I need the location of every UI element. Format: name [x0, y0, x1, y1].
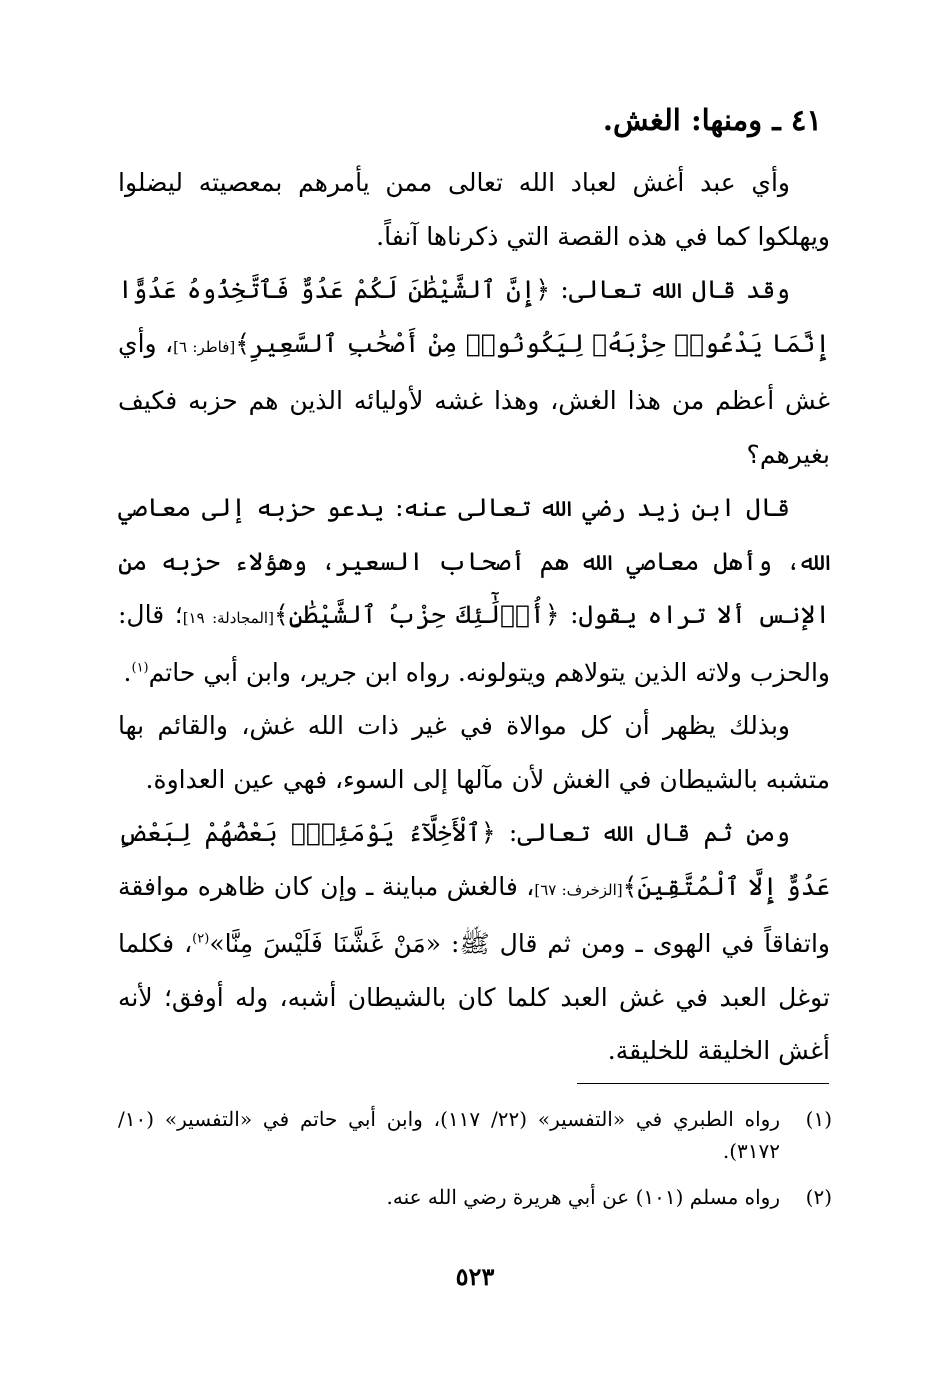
- footnote-text: رواه الطبري في «التفسير» (٢٢/ ١١٧)، وابن أبي حاتم في «التفسير» (١٠/ ٣١٧٢).: [118, 1107, 780, 1163]
- paragraph-3-text-1: قال ابن زيد رضي الله تعالى عنه: يدعو حزبه إلى معاصي الله، وأهل معاصي الله هم أصحاب السعير، وهؤلاء حزبه من الإنس ألا تراه يقول:: [118, 493, 830, 629]
- paragraph-1: وأي عبد أغش لعباد الله تعالى ممن يأمرهم بمعصيته ليضلوا ويهلكوا كما في هذه القصة التي ذكرناها آنفاً.: [118, 168, 830, 251]
- paragraph-5-text-2: ، فكلما توغل العبد في غش العبد كلما كان بالشيطان أشبه، وله أوفق؛ لأنه أغش الخليقة للخليقة.: [118, 929, 830, 1065]
- footnote-marker-2[interactable]: (٢): [192, 931, 210, 947]
- paragraph-2: [118, 263, 830, 481]
- quran-reference-mujadila: [المجادلة: ١٩]: [182, 609, 274, 627]
- page-number: ٥٢٣: [455, 1262, 495, 1291]
- footnote-divider: [577, 1083, 829, 1084]
- footnote-number: (٢): [805, 1185, 832, 1209]
- footnote-item: [118, 1181, 832, 1213]
- paragraph-5-text-1: ، فالغش مباينة ـ وإن كان ظاهره موافقة واتفاقاً في الهوى ـ ومن ثم قال ﷺ: «مَنْ غَشَّنَا فَلَيْسَ مِنَّا»: [118, 871, 830, 958]
- quran-reference-fatir: [فاطر: ٦]: [173, 337, 236, 356]
- section-heading: ٤١ ـ ومنها: الغش.: [602, 103, 822, 137]
- paragraph-4: وبذلك يظهر أن كل موالاة في غير ذات الله غش، والقائم بها متشبه بالشيطان في الغش لأن مآلها إلى السوء، فهي عين العداوة.: [118, 711, 830, 794]
- footnote-item: [118, 1103, 832, 1167]
- paragraph-2-rest: ، وأي غش أعظم من هذا الغش، وهذا غشه لأوليائه الذين هم حزبه فكيف بغيرهم؟: [118, 328, 830, 469]
- quran-verse-zukhruf: ﴿ٱلْأَخِلَّآءُ يَوْمَئِذٍۭ بَعْضُهُمْ لِبَعْضٍ عَدُوٌّ إِلَّا ٱلْمُتَّقِينَ﴾: [118, 818, 830, 901]
- paragraph-3-end: .: [123, 657, 132, 687]
- quran-reference-zukhruf: [الزخرف: ٦٧]: [534, 880, 623, 899]
- footnotes: [118, 1103, 832, 1213]
- paragraph-3-text-2: ؛ قال: والحزب ولاته الذين يتولاهم ويتولونه. رواه ابن جرير، وابن أبي حاتم: [118, 600, 830, 687]
- quran-verse-mujadila: ﴿أُو۟لَٰٓئِكَ حِزْبُ ٱلشَّيْطَٰنِ﴾: [273, 600, 560, 629]
- paragraph-5-intro: ومن ثم قال الله تعالى:: [508, 818, 790, 847]
- footnote-number: (١): [805, 1107, 832, 1131]
- footnote-marker-1[interactable]: (١): [131, 660, 149, 676]
- main-text: [118, 156, 830, 1078]
- quran-verse-fatir: ﴿إِنَّ ٱلشَّيْطَٰنَ لَكُمْ عَدُوٌّ فَٱتَّخِذُوهُ عَدُوًّا إِنَّمَا يَدْعُوا۟ حِزْبَهُۥ لِيَكُونُوا۟ مِنْ أَصْحَٰبِ ٱلسَّعِيرِ﴾: [118, 275, 830, 358]
- paragraph-2-intro: وقد قال الله تعالى:: [560, 275, 791, 304]
- paragraph-5: [118, 806, 830, 1078]
- footnote-text: رواه مسلم (١٠١) عن أبي هريرة رضي الله عنه.: [386, 1185, 780, 1209]
- paragraph-3: [118, 481, 830, 699]
